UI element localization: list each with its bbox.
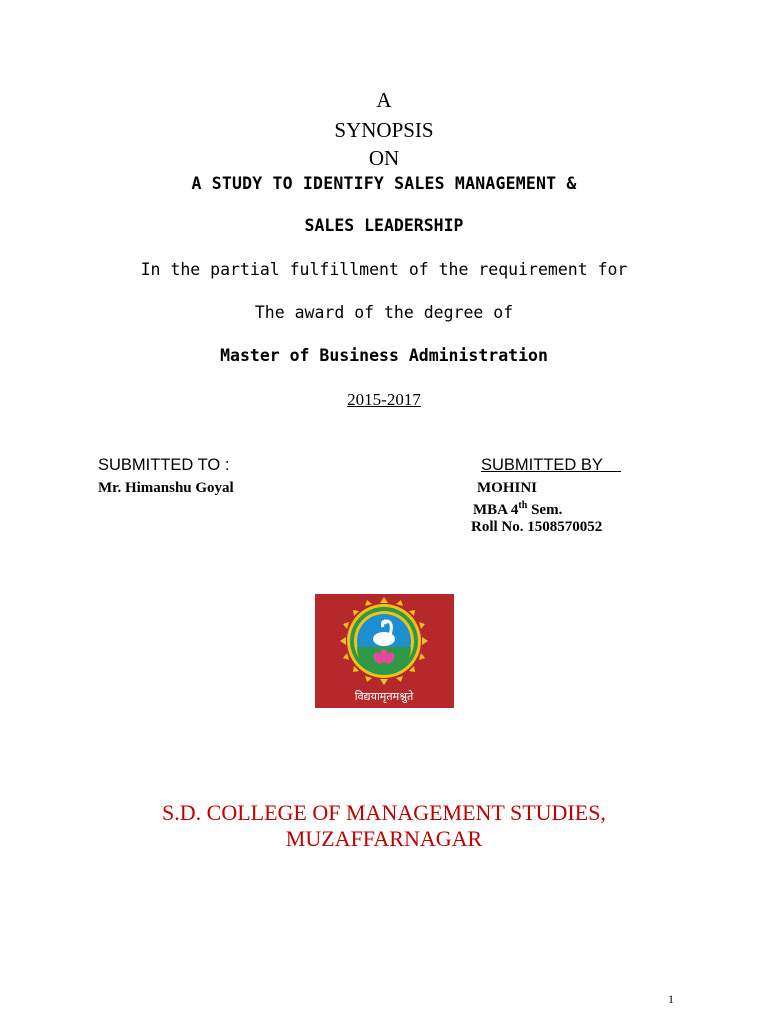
logo-emblem-icon (315, 594, 454, 708)
guide-name: Mr. Himanshu Goyal (98, 480, 234, 496)
submitted-to-label: SUBMITTED TO : (98, 456, 230, 474)
line-a: A (376, 88, 392, 112)
course-suffix: Sem. (527, 502, 563, 518)
college-name-line-1: S.D. COLLEGE OF MANAGEMENT STUDIES, (162, 800, 606, 825)
degree-name: Master of Business Administration (220, 346, 548, 365)
logo-motto: विद्ययामृतमश्नुते (354, 690, 414, 703)
college-logo (315, 594, 454, 708)
page-number: 1 (668, 992, 674, 1006)
submitted-by-label: SUBMITTED BY (481, 456, 621, 474)
synopsis-heading: SYNOPSIS (334, 118, 434, 142)
course-prefix: MBA 4 (473, 502, 519, 518)
partial-fulfillment-line: In the partial fulfillment of the requirement for (140, 260, 628, 279)
student-name: MOHINI (477, 480, 537, 496)
academic-years-text: 2015-2017 (347, 390, 421, 409)
student-course (473, 500, 562, 519)
academic-years (0, 390, 768, 410)
course-superscript: th (518, 500, 528, 511)
student-roll-number: Roll No. 1508570052 (471, 519, 603, 535)
award-line: The award of the degree of (254, 303, 514, 322)
study-title-line-2: SALES LEADERSHIP (304, 216, 464, 235)
line-on: ON (368, 146, 400, 170)
college-name-line-2: MUZAFFARNAGAR (285, 826, 483, 851)
study-title-line-1: A STUDY TO IDENTIFY SALES MANAGEMENT & (191, 174, 577, 193)
